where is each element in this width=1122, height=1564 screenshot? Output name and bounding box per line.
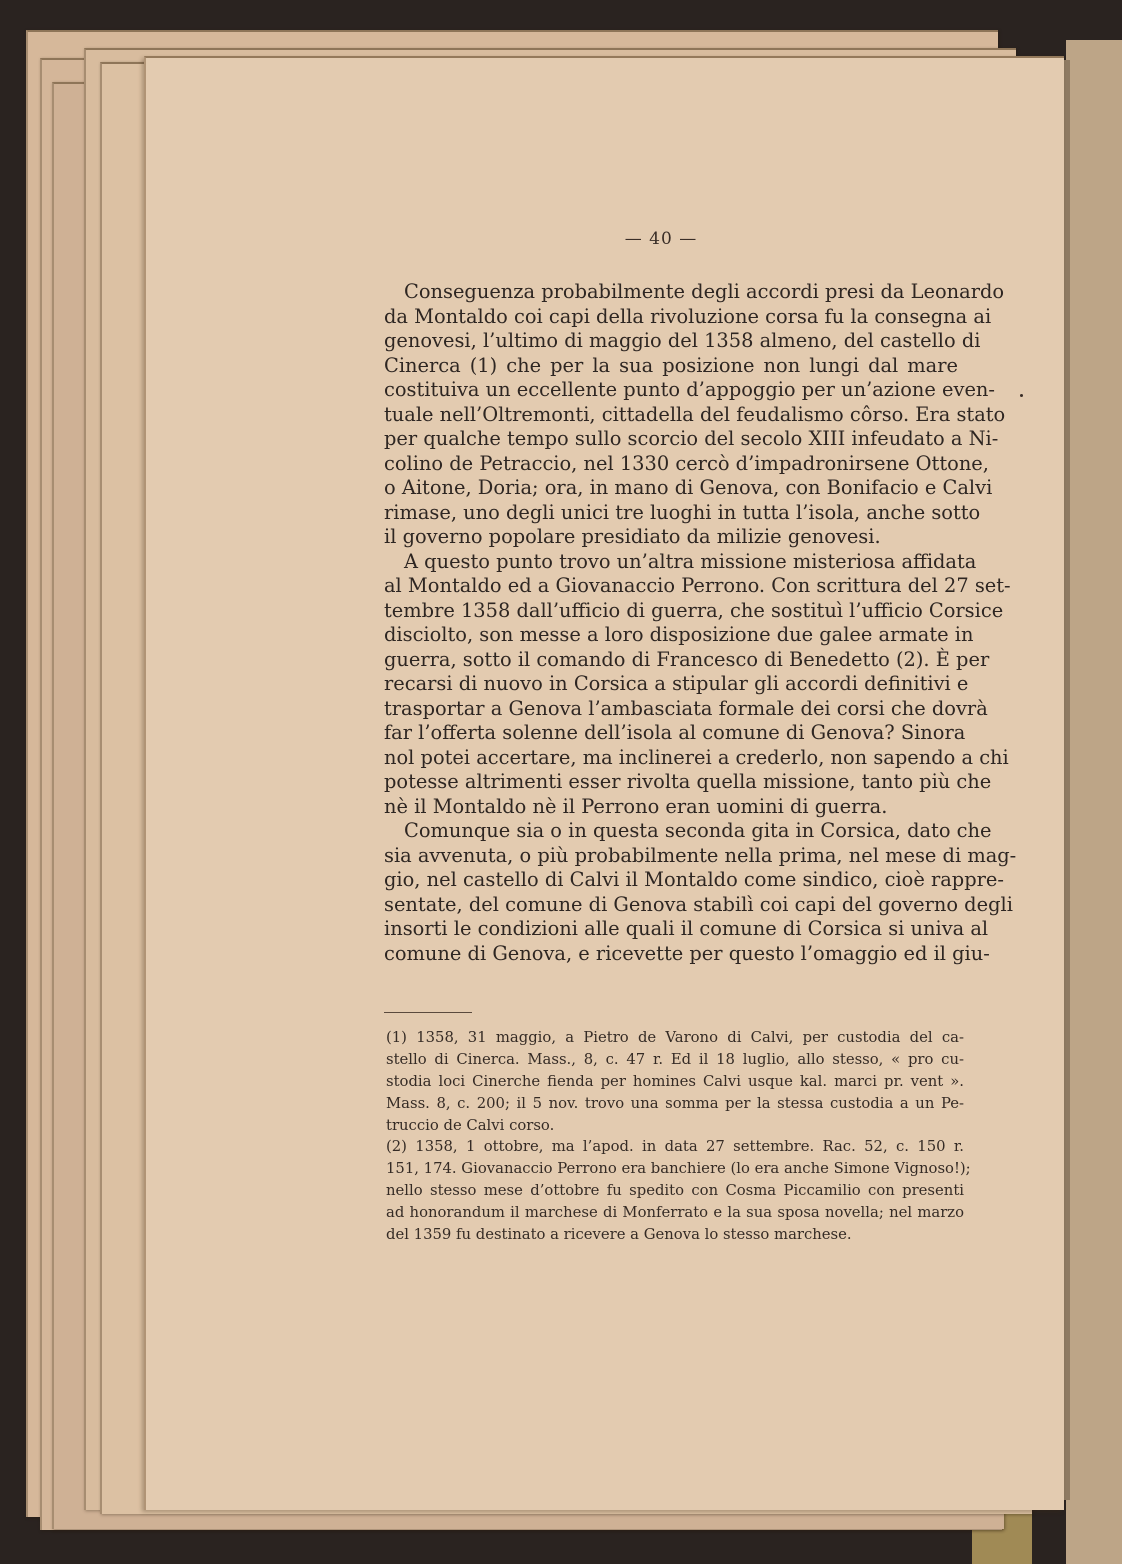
footnote-line: ad honorandum il marchese di Monferrato e la sua sposa novella; nel marzo [386,1204,964,1222]
body-line: comune di Genova, e ricevette per questo l’omaggio ed il giu- [384,941,990,965]
body-line: recarsi di nuovo in Corsica a stipular gli accordi definitivi e [384,672,969,695]
body-line: gio, nel castello di Calvi il Montaldo come sindico, cioè rappre- [384,868,1004,891]
body-line: da Montaldo coi capi della rivoluzione corsa fu la consegna ai [384,304,992,328]
body-line: nol potei accertare, ma inclinerei a crederlo, non sapendo a chi [384,745,1009,769]
body-line: insorti le condizioni alle quali il comune di Corsica si univa al [384,917,989,940]
footnote-line: stodia loci Cinerche fienda per homines Calvi usque kal. marci pr. vent ». [386,1072,964,1090]
footnote-line: del 1359 fu destinato a ricevere a Genova lo stesso marchese. [386,1226,852,1244]
body-line: sia avvenuta, o più probabilmente nella prima, nel mese di mag- [384,843,1017,867]
body-line: per qualche tempo sullo scorcio del secolo XIII infeudato a Ni- [384,427,999,450]
body-line: nè il Montaldo nè il Perrono eran uomini di guerra. [384,794,888,818]
body-line: potesse altrimenti esser rivolta quella missione, tanto più che [384,770,992,793]
body-line: tembre 1358 dall’ufficio di guerra, che sostituì l’ufficio Corsice [384,598,1004,622]
body-line: sentate, del comune di Genova stabilì coi capi del governo degli [384,892,1013,916]
footnote-line: nello stesso mese d’ottobre fu spedito con Cosma Piccamilio con presenti [386,1182,964,1200]
ink-speck [1020,394,1023,397]
footnote-line: Mass. 8, c. 200; il 5 nov. trovo una somma per la stessa custodia a un Pe- [386,1094,964,1112]
body-line: rimase, uno degli unici tre luoghi in tutta l’isola, anche sotto [384,500,981,524]
body-line: far l’offerta solenne dell’isola al comune di Genova? Sinora [384,721,966,744]
body-line: trasportar a Genova l’ambasciata formale dei corsi che dovrà [384,696,988,720]
footnote-separator [384,1012,472,1013]
footnotes [386,1027,971,1246]
footnote-line: (2) 1358, 1 ottobre, ma l’apod. in data 27 settembre. Rac. 52, c. 150 r. [386,1138,964,1156]
footnote-line: truccio de Calvi corso. [386,1116,555,1134]
body-line: tuale nell’Oltremonti, cittadella del feudalismo côrso. Era stato [384,402,1006,426]
footnote-line: stello di Cinerca. Mass., 8, c. 47 r. Ed il 18 luglio, allo stesso, « pro cu- [386,1050,964,1068]
body-line: colino de Petraccio, nel 1330 cercò d’impadronirsene Ottone, [384,451,989,475]
footnote-line: (1) 1358, 31 maggio, a Pietro de Varono di Calvi, per custodia del ca- [386,1029,964,1046]
body-line: il governo popolare presidiato da milizie genovesi. [384,525,881,548]
body-line: costituiva un eccellente punto d’appoggio per un’azione even- [384,378,995,401]
body-line: o Aitone, Doria; ora, in mano di Genova, con Bonifacio e Calvi [384,476,993,499]
body-line: genovesi, l’ultimo di maggio del 1358 almeno, del castello di [384,329,981,352]
body-line: A questo punto trovo un’altra missione misteriosa affidata [404,549,977,573]
body-line: Cinerca (1) che per la sua posizione non lungi dal mare [384,353,958,377]
footnote-line: 151, 174. Giovanaccio Perrono era banchiere (lo era anche Simone Vignoso!); [386,1160,971,1178]
body-line: Comunque sia o in questa seconda gita in Corsica, dato che [404,819,992,842]
body-line: guerra, sotto il comando di Francesco di Benedetto (2). È per [384,647,990,671]
body-text [384,280,1017,966]
body-line: disciolto, son messe a loro disposizione due galee armate in [384,623,974,646]
book-binding [1066,40,1122,1564]
body-line: Conseguenza probabilmente degli accordi presi da Leonardo [404,280,1005,303]
page-number: — 40 — [624,229,698,249]
body-line: al Montaldo ed a Giovanaccio Perrono. Con scrittura del 27 set- [384,574,1011,597]
